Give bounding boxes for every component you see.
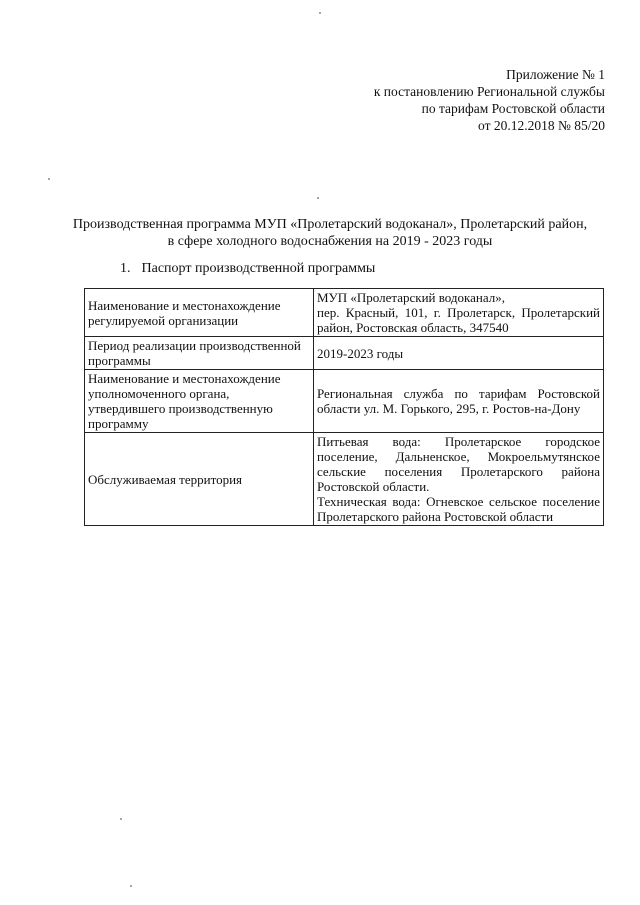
annex-line: от 20.12.2018 № 85/20: [478, 118, 605, 133]
scan-speck: [120, 818, 122, 820]
table-cell-value: [314, 289, 604, 337]
scan-speck: [48, 178, 50, 180]
table-cell-value: [314, 337, 604, 370]
passport-table: [84, 288, 604, 526]
document-title: [60, 216, 600, 250]
table-cell-label: Наименование и местонахождение регулируемой организации: [85, 289, 314, 337]
annex-line: по тарифам Ростовской области: [421, 101, 605, 116]
section-title: Паспорт производственной программы: [141, 261, 376, 276]
value-line: 2019-2023 годы: [317, 345, 404, 361]
section-heading: [120, 260, 375, 277]
scan-speck: [317, 197, 319, 199]
table-cell-label: Наименование и местонахождение уполномоченного органа, утвердившего производственную программу: [85, 370, 314, 433]
value-line: пер. Красный, 101, г. Пролетарск, Пролетарский район, Ростовская область, 347540: [317, 305, 600, 335]
table-row: [85, 337, 604, 370]
title-line: Производственная программа МУП «Пролетарский водоканал», Пролетарский район,: [72, 217, 588, 232]
title-line: в сфере холодного водоснабжения на 2019 - 2023 годы: [167, 234, 493, 249]
scan-speck: [319, 12, 321, 14]
value-line: МУП «Пролетарский водоканал»,: [317, 290, 505, 305]
table-row: [85, 370, 604, 433]
value-line: Техническая вода: Огневское сельское поселение Пролетарского района Ростовской области: [317, 494, 600, 524]
table-row: [85, 433, 604, 526]
table-cell-value: [314, 370, 604, 433]
value-line: Питьевая вода: Пролетарское городское поселение, Дальненское, Мокроельмутянское сельские поселения Пролетарского района Ростовской области.: [317, 434, 600, 494]
scan-speck: [130, 885, 132, 887]
annex-line: Приложение № 1: [506, 67, 605, 82]
table-cell-label: Обслуживаемая территория: [85, 433, 314, 526]
table-cell-value: [314, 433, 604, 526]
table-cell-label: Период реализации производственной программы: [85, 337, 314, 370]
table-row: [85, 289, 604, 337]
annex-header: [374, 66, 605, 134]
value-line: Региональная служба по тарифам Ростовской области ул. М. Горького, 295, г. Ростов-на-Дону: [317, 386, 600, 416]
section-number: 1.: [120, 261, 131, 276]
annex-line: к постановлению Региональной службы: [373, 84, 605, 99]
